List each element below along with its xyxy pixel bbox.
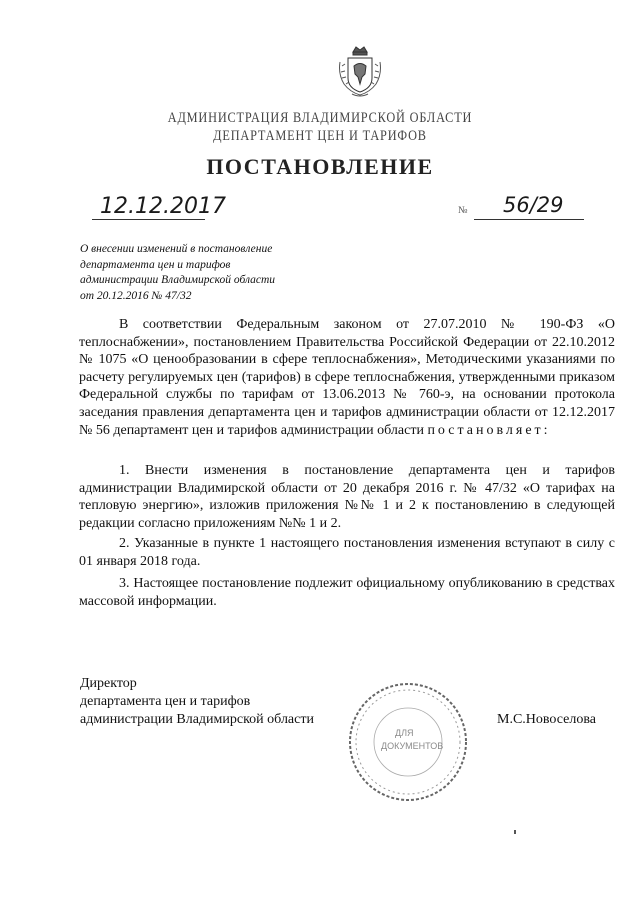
clause-2-text: 2. Указанные в пункте 1 настоящего постановления изменения вступают в силу с 01 января 2018 года. <box>79 536 615 569</box>
subject-line: департамента цен и тарифов <box>80 258 231 271</box>
clause-2 <box>79 535 615 570</box>
number-label: № <box>458 205 468 216</box>
clause-1 <box>79 462 615 532</box>
scan-speck <box>514 830 516 834</box>
position-line: Директор <box>80 676 137 691</box>
preamble-paragraph <box>79 316 615 439</box>
subject-line: от 20.12.2016 № 47/32 <box>80 289 192 302</box>
preamble-text: В соответствии Федеральным законом от 27.07.2010 № 190-ФЗ «О теплоснабжении», постановлением Правительства Российской Федерации от 22.10.2012 № 1075 «О ценообразовании в сфере теплоснабжения», Методическими указаниями по расчету регулируемых цен (тарифов) в сфере теплоснабжения, утвержденными приказом Федеральной службы по тарифам от 13.06.2013 № 760-э, на основании протокола заседания правления департамента цен и тарифов администрации области от 12.12.2017 № 56 департамент цен и тарифов администрации области <box>79 317 615 438</box>
document-subject <box>80 242 340 304</box>
document-number: 56/29 <box>503 193 564 217</box>
clause-1-text: 1. Внести изменения в постановление департамента цен и тарифов администрации Владимирской области от 20 декабря 2016 г. № 47/32 «О тарифах на тепловую энергию», изложив приложения №№ 1 и 2 к постановлению в следующей редакции согласно приложениям №№ 1 и 2. <box>79 463 615 531</box>
clause-3-text: 3. Настоящее постановление подлежит официальному опубликованию в средствах массовой информации. <box>79 576 615 609</box>
org-name: АДМИНИСТРАЦИЯ ВЛАДИМИРСКОЙ ОБЛАСТИ <box>167 110 473 126</box>
department-name: ДЕПАРТАМЕНТ ЦЕН И ТАРИФОВ <box>213 128 427 144</box>
date-underline <box>92 219 205 220</box>
document-date: 12.12.2017 <box>100 194 226 219</box>
coat-of-arms-icon <box>336 44 384 98</box>
seal-text: ДЛЯ <box>395 728 414 738</box>
number-underline <box>474 219 584 220</box>
seal-text: ДОКУМЕНТОВ <box>381 741 444 751</box>
clause-3 <box>79 575 615 610</box>
signatory-position <box>80 675 314 729</box>
position-line: департамента цен и тарифов <box>80 694 251 709</box>
round-seal-icon <box>347 681 469 803</box>
document-type-title: ПОСТАНОВЛЕНИЕ <box>206 154 434 179</box>
signatory-name: М.С.Новоселова <box>497 712 596 727</box>
subject-line: администрации Владимирской области <box>80 274 276 286</box>
subject-line: О внесении изменений в постановление <box>80 243 273 255</box>
position-line: администрации Владимирской области <box>80 712 314 727</box>
resolution-keyword: постановляет: <box>427 422 551 438</box>
